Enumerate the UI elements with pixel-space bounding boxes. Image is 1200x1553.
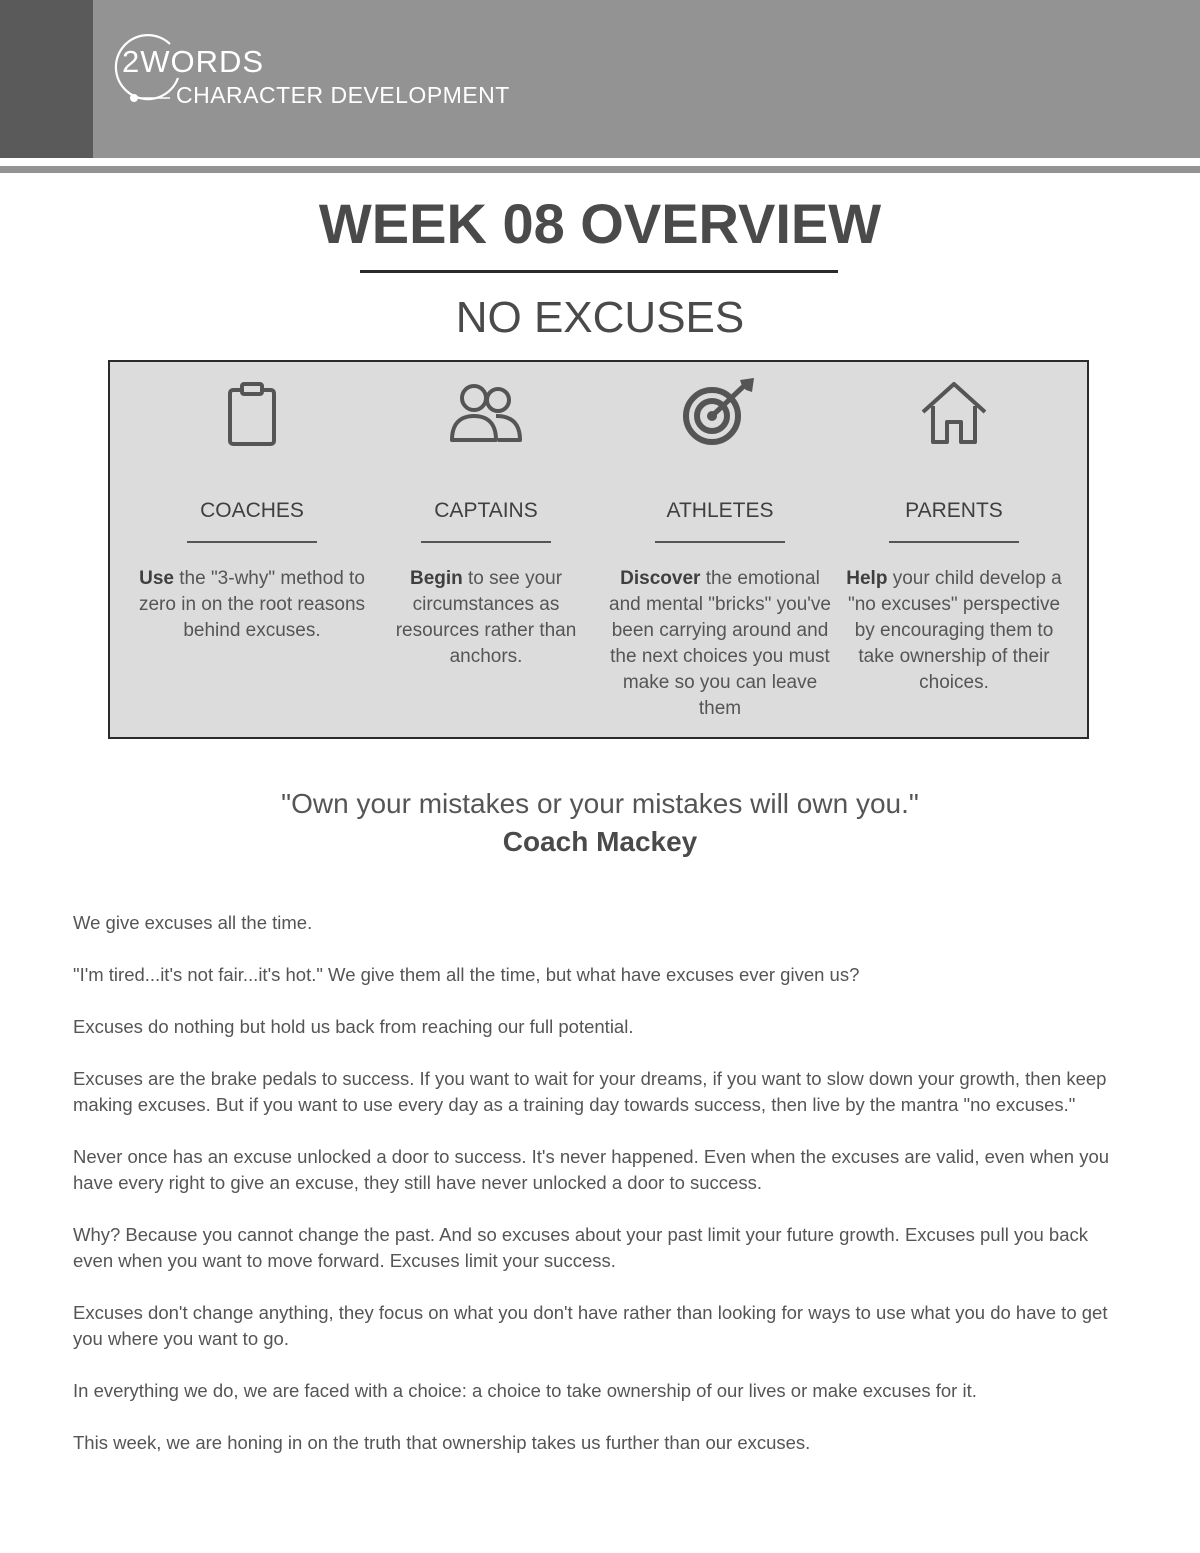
role-lead: Use [139, 568, 174, 589]
role-divider [889, 541, 1019, 543]
role-heading: COACHES [200, 499, 304, 522]
clipboard-icon [222, 378, 282, 448]
role-description [136, 566, 368, 644]
role-description [604, 566, 836, 722]
paragraph: Never once has an excuse unlocked a door to success. It's never happened. Even when the excuses are valid, even when you have every right to give an excuse, they still have never unlocked a door to success. [73, 1146, 1110, 1193]
page-header [0, 0, 1200, 158]
page-title: WEEK 08 OVERVIEW [318, 192, 882, 255]
paragraph: Excuses do nothing but hold us back from reaching our full potential. [73, 1016, 634, 1037]
role-lead: Help [846, 568, 888, 589]
paragraph: We give excuses all the time. [73, 912, 313, 933]
role-divider [187, 541, 317, 543]
role-heading: ATHLETES [666, 499, 774, 522]
logo-words: 2WORDS [122, 44, 265, 79]
role-heading: CAPTAINS [434, 499, 538, 522]
logo-subtitle: CHARACTER DEVELOPMENT [176, 82, 510, 108]
role-divider [421, 541, 551, 543]
people-icon [446, 378, 526, 448]
role-description [370, 566, 602, 670]
quote-author: Coach Mackey [502, 826, 698, 857]
role-lead: Discover [620, 568, 701, 589]
role-lead: Begin [409, 568, 463, 589]
paragraph: "I'm tired...it's not fair...it's hot." We give them all the time, but what have excuses ever given us? [73, 964, 860, 985]
role-description [838, 566, 1070, 696]
title-divider [360, 270, 838, 273]
header-divider [0, 166, 1200, 173]
role-heading: PARENTS [905, 499, 1003, 522]
page-subtitle: NO EXCUSES [455, 293, 745, 342]
house-icon [919, 378, 989, 448]
role-body: the "3-why" method to zero in on the root reasons behind excuses. [138, 568, 366, 641]
role-captains [370, 362, 602, 737]
paragraph: This week, we are honing in on the truth that ownership takes us further than our excuses. [73, 1432, 811, 1453]
paragraph: Excuses are the brake pedals to success. If you want to wait for your dreams, if you want to slow down your growth, then keep making excuses. But if you want to use every day as a training day towards success, then live by the mantra "no excuses." [73, 1068, 1107, 1115]
role-divider [655, 541, 785, 543]
roles-panel [108, 360, 1089, 739]
role-body: the emotional and mental "bricks" you've been carrying around and the next choices you must make so you can leave them [609, 568, 831, 719]
role-body: your child develop a "no excuses" perspective by encouraging them to take ownership of their choices. [847, 568, 1062, 693]
role-parents [838, 362, 1070, 737]
paragraph: Excuses don't change anything, they focus on what you don't have rather than looking for ways to use what you do have to get you where you want to go. [73, 1302, 1108, 1349]
paragraph: Why? Because you cannot change the past. And so excuses about your past limit your future growth. Excuses pull you back even when you want to move forward. Excuses limit your success. [73, 1224, 1088, 1271]
header-accent-block [0, 0, 93, 158]
body-text [73, 910, 1133, 1482]
role-athletes [604, 362, 836, 737]
target-icon [680, 378, 760, 448]
logo [108, 28, 548, 112]
quote-text: "Own your mistakes or your mistakes will own you." [281, 788, 919, 819]
role-body: to see your circumstances as resources rather than anchors. [395, 568, 577, 667]
role-coaches [136, 362, 368, 737]
paragraph: In everything we do, we are faced with a choice: a choice to take ownership of our lives or make excuses for it. [73, 1380, 977, 1401]
